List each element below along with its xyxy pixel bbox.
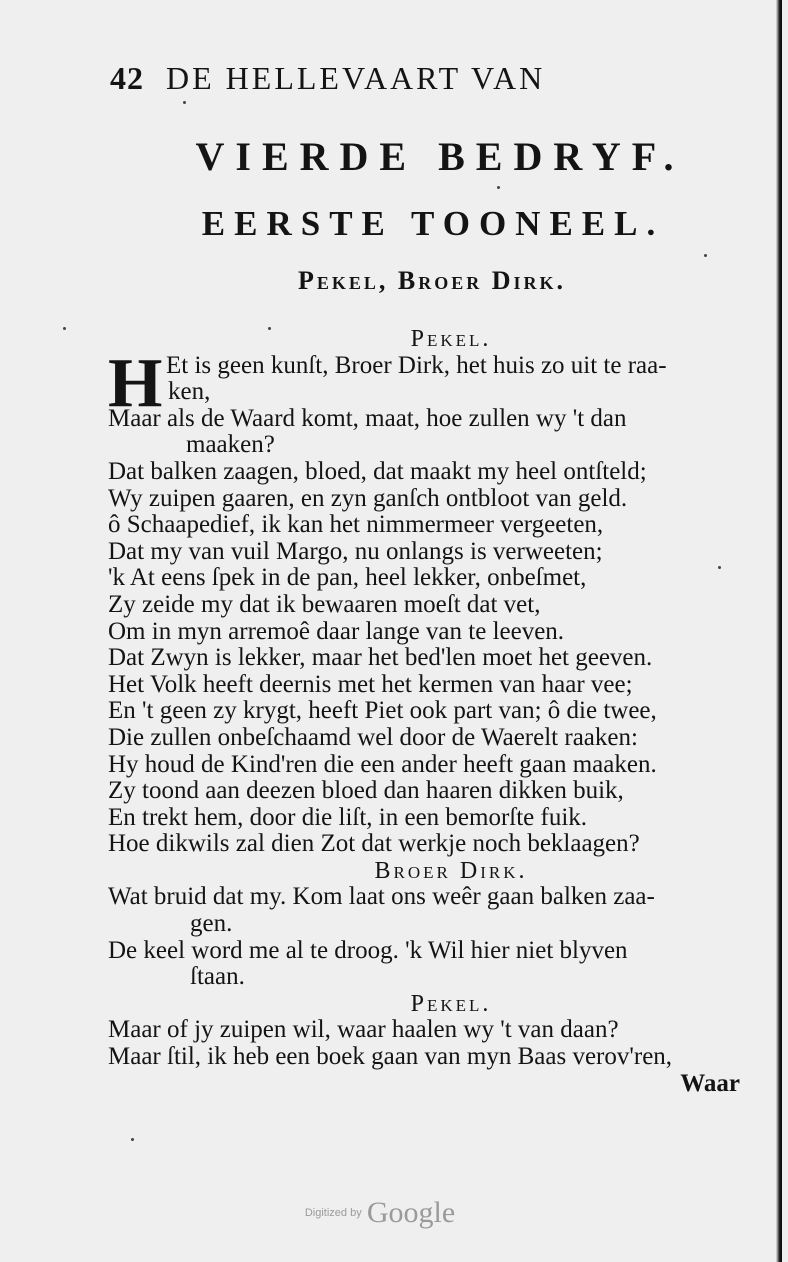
verse-line: Maar als de Waard komt, maat, hoe zullen wy 't dan	[108, 404, 627, 432]
scene-title: EERSTE TOONEEL.	[201, 204, 665, 243]
verse-line: Zy toond aan deezen bloed dan haaren dikken buik,	[108, 777, 624, 805]
cast-list: Pekel, Broer Dirk.	[297, 266, 567, 295]
verse-line: Maar of jy zuipen wil, waar haalen wy 't van daan?	[108, 1016, 619, 1044]
running-header	[110, 60, 670, 100]
verse-line: ô Schaapedief, ik kan het nimmermeer vergeeten,	[108, 511, 604, 539]
verse-line: Maar ſtil, ik heb een boek gaan van myn Baas verov'ren,	[108, 1043, 673, 1071]
speaker-pekel: Pekel.	[410, 326, 492, 352]
ink-speck	[183, 101, 186, 104]
verse-line: Wat bruid dat my. Kom laat ons weêr gaan balken zaa-	[108, 883, 655, 911]
google-logo: Google	[366, 1196, 456, 1229]
ink-speck	[131, 1138, 134, 1141]
verse-line: En trekt hem, door die liſt, in een bemorſte fuik.	[108, 803, 588, 831]
speaker-pekel: Pekel.	[410, 990, 492, 1017]
verse-line: ken,	[168, 378, 211, 406]
verse-line: En 't geen zy krygt, heeft Piet ook part van; ô die twee,	[108, 697, 657, 725]
verse-line: gen.	[190, 910, 233, 938]
verse-line: maaken?	[186, 431, 275, 459]
play-text	[108, 326, 758, 1097]
verse-line: Om in myn arremoê daar lange van te leeven.	[108, 617, 565, 645]
digitization-watermark	[0, 1196, 760, 1230]
running-title: DE HELLEVAART VAN	[166, 60, 546, 96]
verse-line: 'k At eens ſpek in de pan, heel lekker, onbeſmet,	[108, 564, 587, 592]
drop-cap: H	[108, 344, 163, 422]
verse-line: Die zullen onbeſchaamd wel door de Waerelt raaken:	[108, 723, 638, 751]
ink-speck	[63, 327, 66, 330]
verse-line: Het Volk heeft deernis met het kermen van haar vee;	[108, 670, 633, 698]
verse-line: ſtaan.	[190, 963, 245, 991]
verse-line: Hoe dikwils zal dien Zot dat werkje noch beklaagen?	[108, 830, 640, 858]
digitized-label: Digitized by	[304, 1207, 362, 1219]
verse-line: Wy zuipen gaaren, en zyn ganſch ontbloot van geld.	[108, 484, 628, 512]
ink-speck	[704, 254, 707, 257]
speaker-broer-dirk: Broer Dirk.	[374, 857, 528, 884]
verse-line: Dat my van vuil Margo, nu onlangs is verweeten;	[108, 537, 603, 565]
verse-line: Dat balken zaagen, bloed, dat maakt my heel ontſteld;	[108, 457, 647, 485]
verse-line: De keel word me al te droog. 'k Wil hier niet blyven	[108, 936, 628, 964]
verse-line: Zy zeide my dat ik bewaaren moeſt dat vet,	[108, 590, 541, 618]
page-number: 42	[110, 60, 144, 96]
verse-text: Et is geen kunſt, Broer Dirk, het huis zo uit te raa-	[166, 351, 667, 379]
ink-speck	[268, 327, 271, 330]
page-edge-shadow	[776, 0, 782, 1262]
ink-speck	[497, 186, 500, 189]
verse-line: Hy houd de Kind'ren die een ander heeft gaan maaken.	[108, 750, 657, 778]
verse-line: Dat Zwyn is lekker, maar het bed'len moet het geeven.	[108, 644, 653, 672]
catchword: Waar	[680, 1069, 740, 1097]
act-title: VIERDE BEDRYF.	[195, 134, 685, 179]
ink-speck	[718, 566, 721, 569]
